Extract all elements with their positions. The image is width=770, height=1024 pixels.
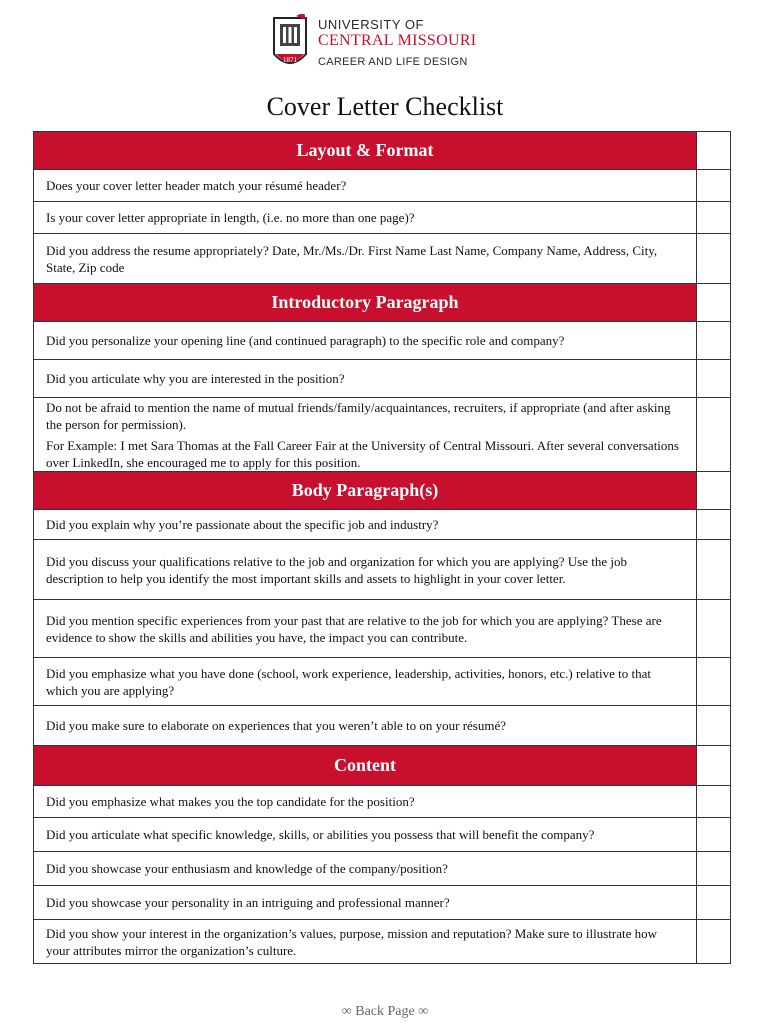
checklist-item-paragraph: Is your cover letter appropriate in length, (i.e. no more than one page)? — [46, 210, 415, 225]
checkbox[interactable] — [696, 920, 730, 963]
checklist-item-text — [34, 658, 696, 705]
checklist-item-paragraph: Did you make sure to elaborate on experiences that you weren’t able to on your résumé? — [46, 718, 507, 733]
department-name: CAREER AND LIFE DESIGN — [318, 56, 468, 68]
checklist-item-text — [34, 852, 696, 885]
checklist-table — [33, 131, 731, 964]
checklist-item-text — [34, 818, 696, 851]
section-header — [34, 283, 730, 321]
back-page-link[interactable]: ∞ Back Page ∞ — [341, 1004, 429, 1019]
checklist-item — [34, 201, 730, 233]
checklist-item-paragraph: Did you showcase your enthusiasm and knowledge of the company/position? — [46, 861, 448, 876]
checklist-item — [34, 851, 730, 885]
university-line2: CENTRAL MISSOURI — [318, 32, 477, 49]
checklist-item — [34, 817, 730, 851]
checklist-item-paragraph: Did you address the resume appropriately? Date, Mr./Ms./Dr. First Name Last Name, Company Name, Address, City, State, Zip code — [46, 242, 658, 275]
checklist-item-text — [34, 706, 696, 745]
checklist-item-text — [34, 170, 696, 201]
checklist-item-text — [34, 510, 696, 539]
checkbox[interactable] — [696, 886, 730, 919]
checklist-item-paragraph: Did you show your interest in the organization’s values, purpose, mission and reputation? Make sure to illustrate how your attributes mirror the organization’s culture. — [46, 925, 658, 958]
page-title: Cover Letter Checklist — [266, 92, 504, 121]
checklist-item — [34, 397, 730, 471]
section-heading: Body Paragraph(s) — [34, 472, 696, 509]
section-heading: Introductory Paragraph — [34, 284, 696, 321]
checklist-item — [34, 539, 730, 599]
checklist-item-paragraph: Did you personalize your opening line (and continued paragraph) to the specific role and company? — [46, 333, 565, 348]
checklist-item — [34, 233, 730, 283]
checkbox[interactable] — [696, 600, 730, 657]
section-checkbox-cell — [696, 472, 730, 509]
checkbox[interactable] — [696, 360, 730, 397]
section-checkbox-cell — [696, 746, 730, 785]
checklist-item — [34, 321, 730, 359]
checkbox[interactable] — [696, 322, 730, 359]
checklist-item-paragraph: Did you emphasize what you have done (school, work experience, leadership, activities, honors, etc.) relative to that which you are applying? — [46, 665, 652, 698]
checkbox[interactable] — [696, 706, 730, 745]
checklist-item-paragraph: Did you mention specific experiences from your past that are relative to the job for which you are applying? These are evidence to show the skills and abilities you have, the impact you can contribute. — [46, 612, 662, 645]
checklist-item-text — [34, 600, 696, 657]
checklist-item-text — [34, 786, 696, 817]
checklist-item-paragraph: Did you explain why you’re passionate about the specific job and industry? — [46, 517, 439, 532]
university-line1: UNIVERSITY OF — [318, 17, 424, 32]
checkbox[interactable] — [696, 786, 730, 817]
checklist-item-paragraph: Did you articulate why you are interested in the position? — [46, 371, 345, 386]
section-heading: Layout & Format — [34, 132, 696, 169]
checkbox[interactable] — [696, 398, 730, 471]
university-wordmark — [318, 18, 498, 68]
checkbox[interactable] — [696, 234, 730, 283]
section-checkbox-cell — [696, 132, 730, 169]
section-heading: Content — [34, 746, 696, 785]
checkbox[interactable] — [696, 510, 730, 539]
checklist-item-text — [34, 360, 696, 397]
checklist-item-text — [34, 234, 696, 283]
section-header — [34, 131, 730, 169]
checklist-item-text — [34, 886, 696, 919]
checklist-item-paragraph: Did you emphasize what makes you the top candidate for the position? — [46, 794, 415, 809]
page-header — [0, 0, 770, 90]
section-checkbox-cell — [696, 284, 730, 321]
university-seal-logo — [270, 14, 310, 72]
checklist-item-text — [34, 920, 696, 963]
checklist-item — [34, 919, 730, 963]
checklist-item — [34, 359, 730, 397]
checklist-item — [34, 885, 730, 919]
checklist-item-text — [34, 540, 696, 599]
checklist-item-text — [34, 202, 696, 233]
checklist-item-paragraph: Did you articulate what specific knowledge, skills, or abilities you possess that will benefit the company? — [46, 827, 595, 842]
checkbox[interactable] — [696, 170, 730, 201]
checkbox[interactable] — [696, 540, 730, 599]
checklist-item — [34, 705, 730, 745]
checklist-item — [34, 785, 730, 817]
checklist-item — [34, 599, 730, 657]
checklist-item-text — [34, 322, 696, 359]
checklist-item — [34, 657, 730, 705]
section-header — [34, 471, 730, 509]
checklist-item-paragraph: Did you discuss your qualifications relative to the job and organization for which you are applying? Use the job description to help you identify the most important skills and assets to highlight in your cover letter. — [46, 553, 628, 586]
checkbox[interactable] — [696, 202, 730, 233]
checklist-item — [34, 509, 730, 539]
checklist-item — [34, 169, 730, 201]
svg-text:1871: 1871 — [283, 56, 297, 64]
checklist-item-paragraph: Do not be afraid to mention the name of mutual friends/family/acquaintances, recruiters, if appropriate (and after asking the person for permission). — [46, 399, 671, 432]
checkbox[interactable] — [696, 852, 730, 885]
section-header — [34, 745, 730, 785]
checkbox[interactable] — [696, 658, 730, 705]
checklist-item-paragraph: For Example: I met Sara Thomas at the Fall Career Fair at the University of Central Missouri. After several conversations over LinkedIn, she encouraged me to apply for this position. — [46, 437, 679, 470]
checkbox[interactable] — [696, 818, 730, 851]
checklist-item-paragraph: Did you showcase your personality in an intriguing and professional manner? — [46, 895, 450, 910]
checklist-item-text — [34, 398, 696, 471]
checklist-item-paragraph: Does your cover letter header match your résumé header? — [46, 178, 347, 193]
